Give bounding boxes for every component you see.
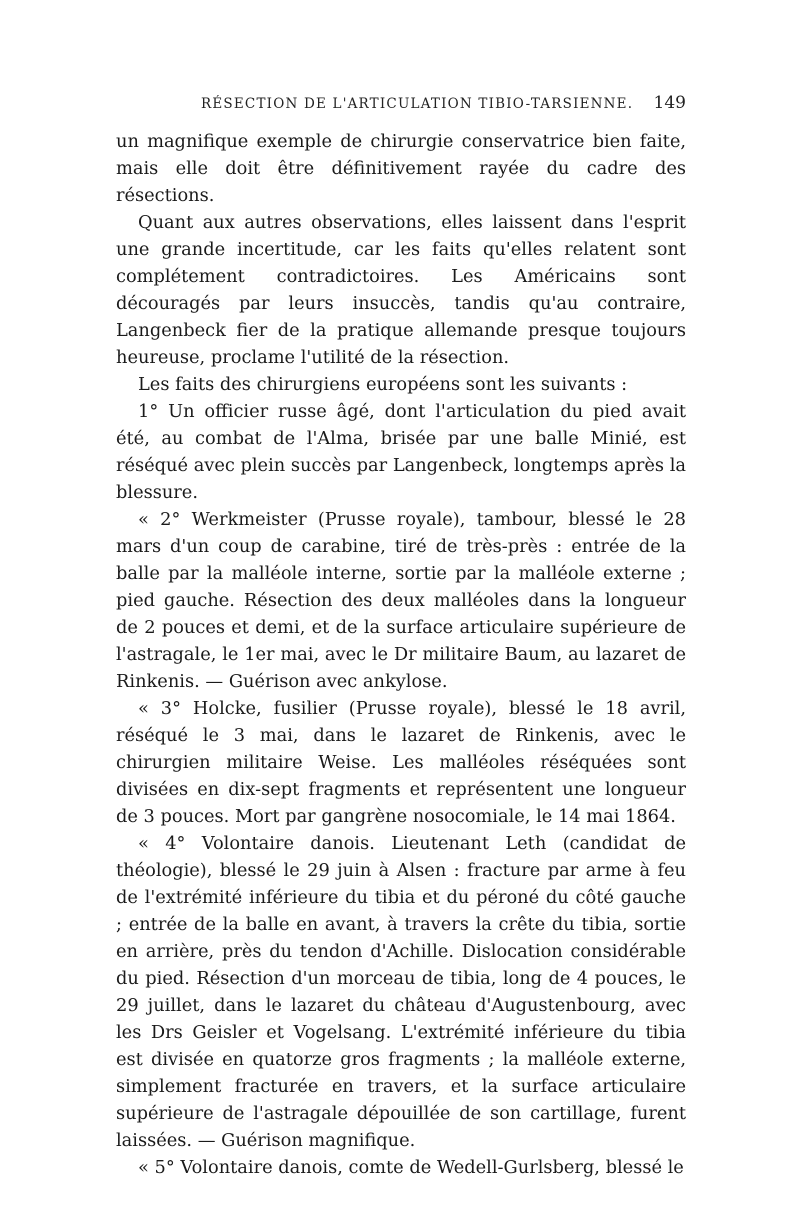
case-1: 1° Un officier russe âgé, dont l'articulation du pied avait été, au combat de l'Alma, brisée par une balle Minié, est réséqué avec plein succès par Langenbeck, longtemps après la blessure.: [116, 401, 686, 503]
document-page: [116, 93, 686, 1181]
case-2: « 2° Werkmeister (Prusse royale), tambour, blessé le 28 mars d'un coup de carabine, tiré de très-près : entrée de la balle par la malléole interne, sortie par la malléole externe ; pied gauche. Résection des deux malléoles dans la longueur de 2 pouces et demi, et de la surface articulaire supérieure de l'astragale, le 1er mai, avec le Dr militaire Baum, au lazaret de Rinkenis. — Guérison avec ankylose.: [116, 509, 686, 692]
case-3: « 3° Holcke, fusilier (Prusse royale), blessé le 18 avril, réséqué le 3 mai, dans le lazaret de Rinkenis, avec le chirurgien militaire Weise. Les malléoles réséquées sont divisées en dix-sept fragments et représentent une longueur de 3 pouces. Mort par gangrène nosocomiale, le 14 mai 1864.: [116, 698, 686, 827]
body-text: [116, 128, 686, 1181]
page-number: 149: [653, 93, 686, 113]
running-title: RÉSECTION DE L'ARTICULATION TIBIO-TARSIENNE.: [201, 96, 634, 112]
page-header: [116, 93, 686, 128]
paragraph-other-observations: Quant aux autres observations, elles laissent dans l'esprit une grande incertitude, car les faits qu'elles relatent sont complétement contradictoires. Les Américains sont découragés par leurs insuccès, tandis qu'au contraire, Langenbeck fier de la pratique allemande presque toujours heureuse, proclame l'utilité de la résection.: [116, 212, 686, 368]
paragraph-european-facts: Les faits des chirurgiens européens sont les suivants :: [138, 374, 628, 395]
case-5: « 5° Volontaire danois, comte de Wedell-Gurlsberg, blessé le: [138, 1157, 684, 1178]
paragraph-continuation: un magnifique exemple de chirurgie conservatrice bien faite, mais elle doit être définitivement rayée du cadre des résections.: [116, 131, 686, 206]
case-4: « 4° Volontaire danois. Lieutenant Leth (candidat de théologie), blessé le 29 juin à Alsen : fracture par arme à feu de l'extrémité inférieure du tibia et du péroné du côté gauche ; entrée de la balle en avant, à travers la crête du tibia, sortie en arrière, près du tendon d'Achille. Dislocation considérable du pied. Résection d'un morceau de tibia, long de 4 pouces, le 29 juillet, dans le lazaret du château d'Augustenbourg, avec les Drs Geisler et Vogelsang. L'extrémité inférieure du tibia est divisée en quatorze gros fragments ; la malléole externe, simplement fracturée en travers, et la surface articulaire supérieure de l'astragale dépouillée de son cartillage, furent laissées. — Guérison magnifique.: [116, 833, 686, 1151]
